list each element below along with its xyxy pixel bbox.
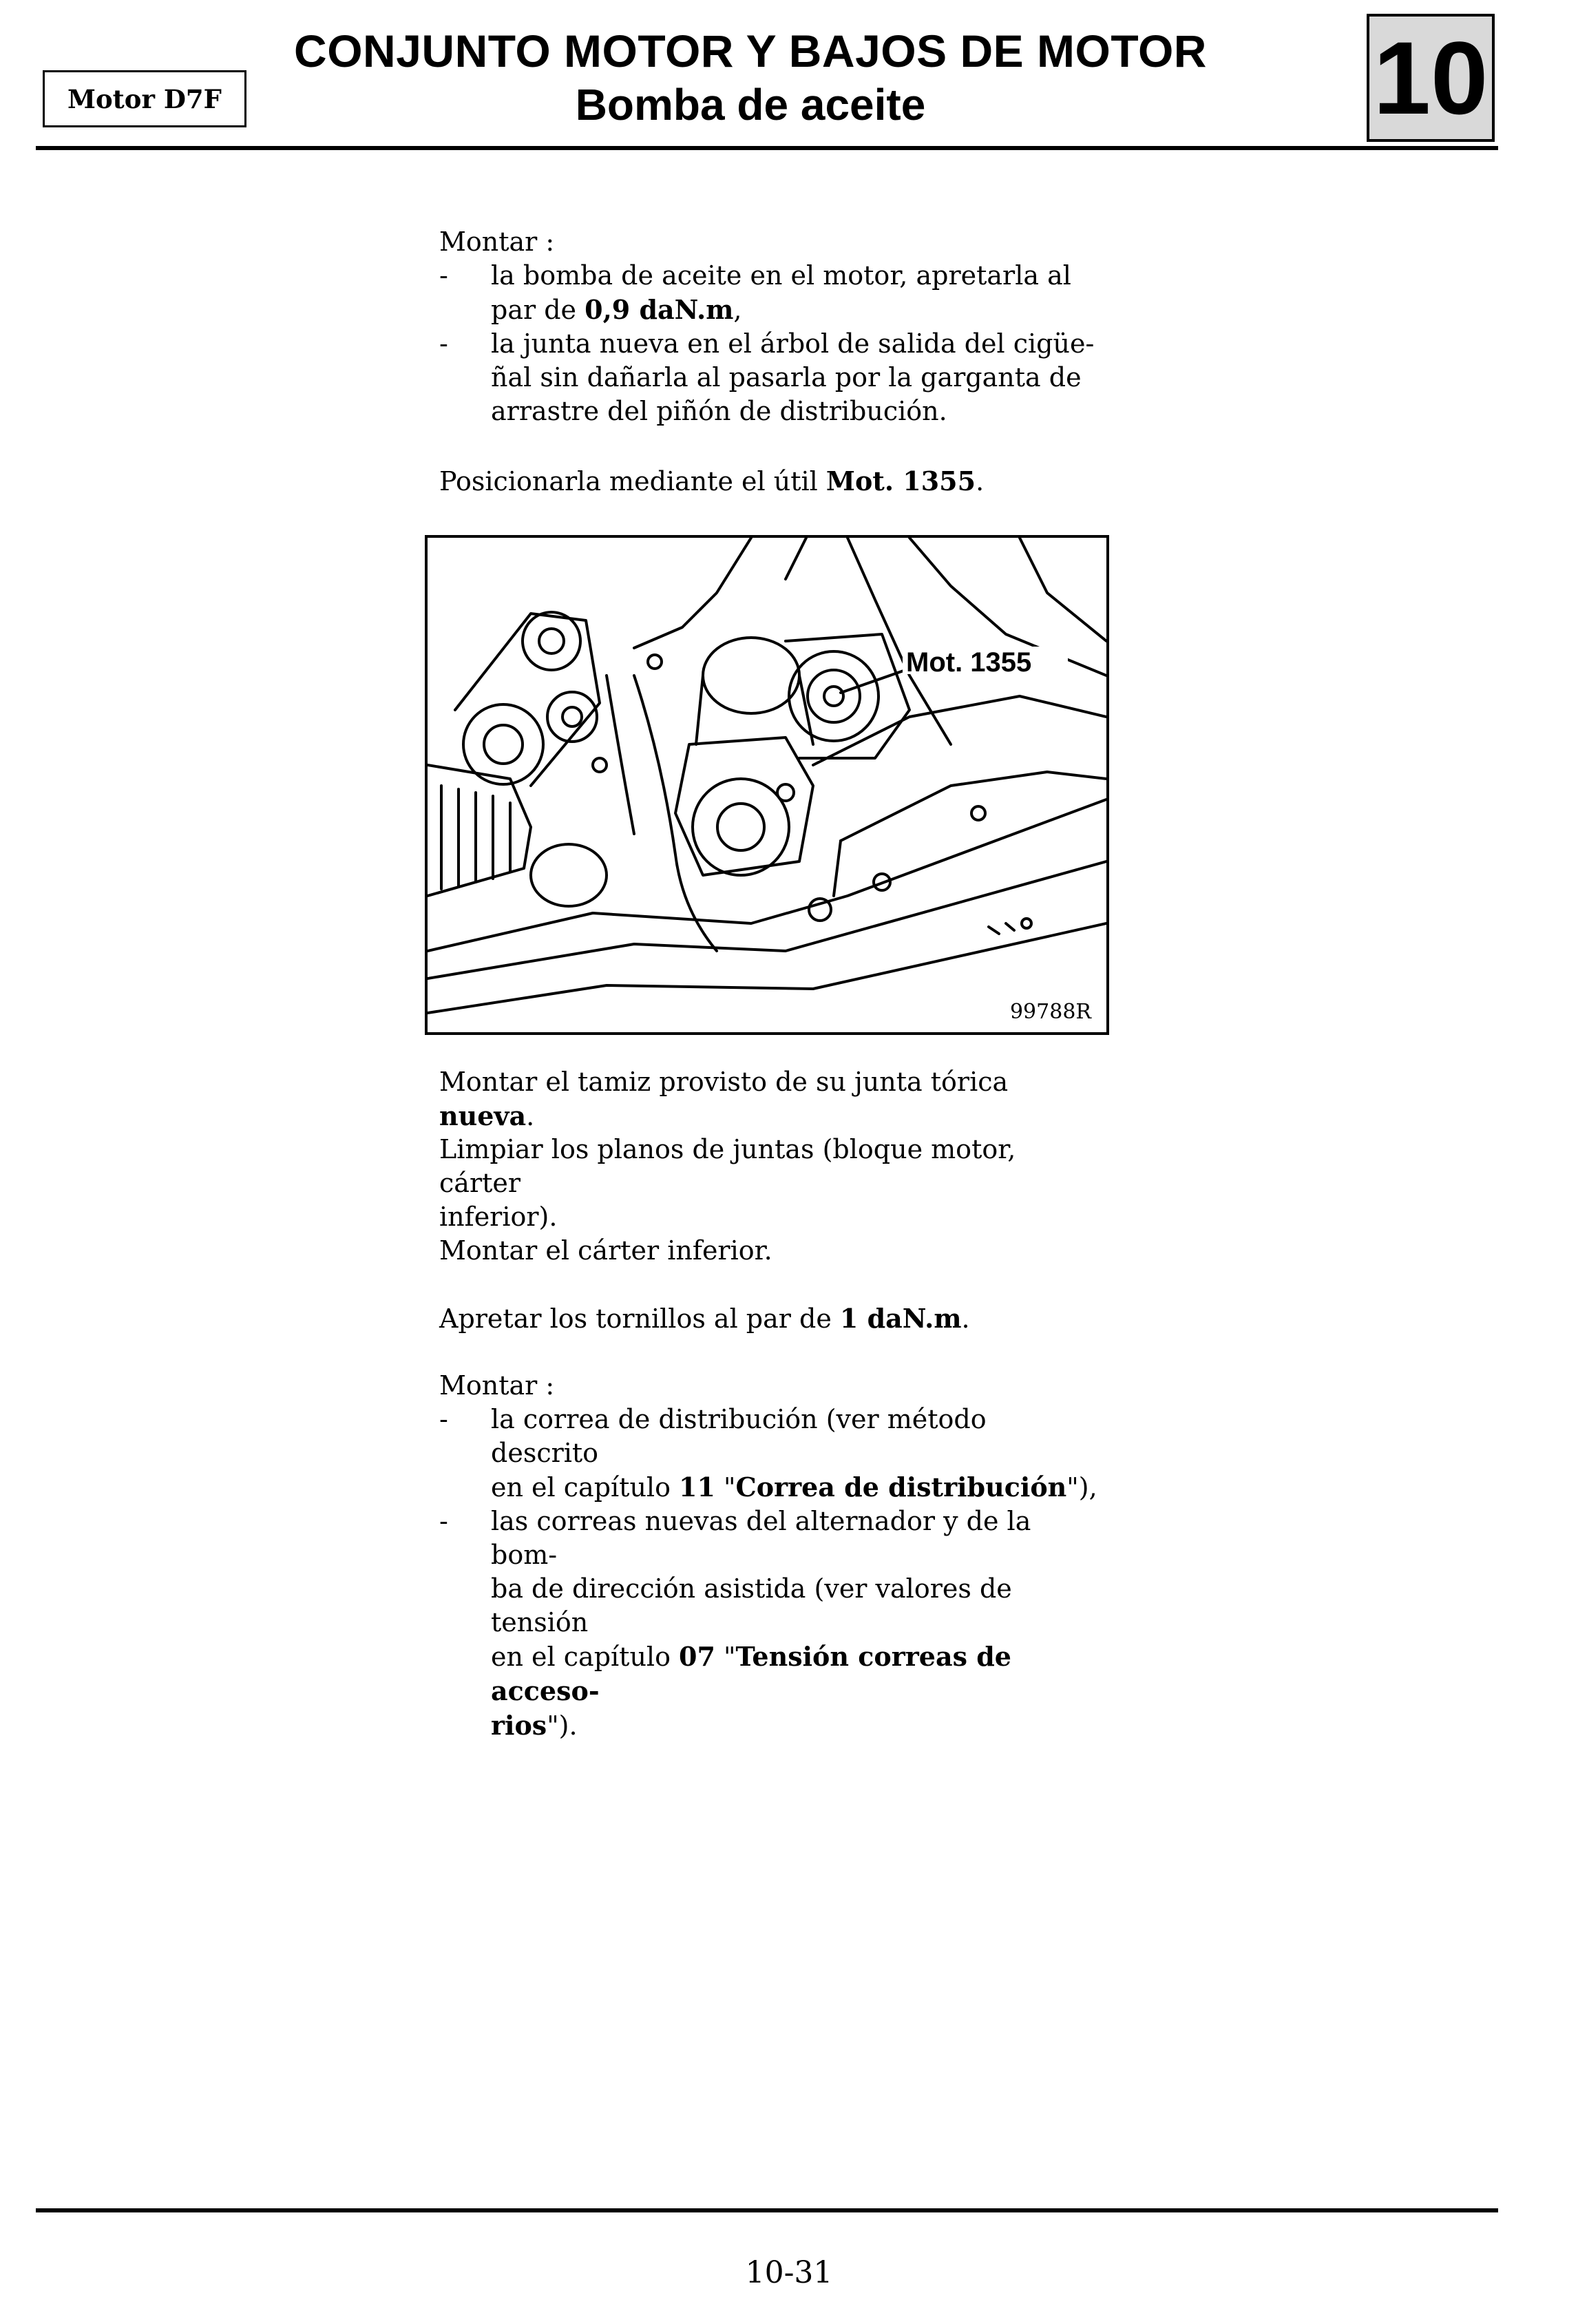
tighten-instruction — [439, 1301, 1100, 1336]
text-run: , — [733, 295, 742, 325]
text-run: . — [961, 1304, 970, 1334]
item-line: las correas nuevas del alternador y de la bom- — [491, 1506, 1031, 1570]
text-run: "). — [547, 1710, 578, 1741]
item-line — [491, 293, 1100, 327]
bullet-dash: - — [439, 260, 448, 291]
footer-rule — [36, 2208, 1498, 2212]
text-run: . — [976, 466, 985, 496]
text-line: inferior). — [439, 1202, 558, 1232]
chapter-number-box — [1367, 14, 1495, 142]
section-ref: Tensión correas de acceso- — [491, 1641, 1011, 1706]
section-ref: Correa de distribución — [735, 1472, 1067, 1503]
technical-figure — [425, 535, 1109, 1035]
text-run: par de — [491, 295, 585, 325]
torque-value: 0,9 daN.m — [585, 294, 734, 325]
chapter-number: 10 — [1373, 19, 1488, 136]
bullet-dash: - — [439, 328, 448, 359]
mount-intro-2: Montar : — [439, 1370, 555, 1401]
text-run: en el capítulo — [491, 1642, 680, 1672]
bullet-dash: - — [439, 1404, 448, 1434]
tool-reference: Mot. 1355 — [825, 465, 976, 496]
header-rule — [36, 146, 1498, 150]
list-item — [439, 1505, 1100, 1743]
chapter-ref: 11 — [679, 1472, 715, 1503]
text-run: Apretar los tornillos al par de — [439, 1304, 840, 1334]
page-number: 10-31 — [745, 2255, 833, 2290]
figure-callout: Mot. 1355 — [906, 647, 1032, 678]
text-run: . — [526, 1101, 535, 1131]
section-title: Bomba de aceite — [575, 80, 926, 129]
mount-block-2 — [439, 1369, 1100, 1743]
text-run: Posicionarla mediante el útil — [439, 466, 826, 496]
item-line — [491, 1470, 1100, 1505]
item-line: ñal sin dañarla al pasarla por la garganta de — [491, 362, 1082, 392]
position-instruction — [439, 464, 1100, 499]
engine-label — [43, 70, 246, 127]
item-line: la junta nueva en el árbol de salida del cigüe- — [491, 328, 1095, 359]
chapter-title: CONJUNTO MOTOR Y BAJOS DE MOTOR — [294, 25, 1207, 76]
item-line: ba de dirección asistida (ver valores de tensión — [491, 1573, 1012, 1637]
mount-intro-1: Montar : — [439, 227, 555, 257]
text-run: en el capítulo — [491, 1472, 680, 1503]
section-ref: rios — [491, 1710, 547, 1741]
torque-value: 1 daN.m — [839, 1303, 962, 1334]
bullet-dash: - — [439, 1506, 448, 1536]
item-line — [491, 1708, 1100, 1743]
oil-pan-instruction: Montar el cárter inferior. — [439, 1235, 772, 1266]
clean-instruction — [439, 1133, 1100, 1234]
list-item — [439, 327, 1100, 428]
item-line — [491, 1640, 1100, 1708]
text-line: Limpiar los planos de juntas (bloque motor, cárter — [439, 1134, 1016, 1198]
item-line: la correa de distribución (ver método descrito — [491, 1404, 987, 1468]
text-run: "), — [1066, 1472, 1097, 1503]
text-run: " — [715, 1472, 736, 1503]
mount-block-1 — [439, 225, 1100, 428]
item-line: la bomba de aceite en el motor, apretarla al — [491, 260, 1071, 291]
figure-reference: 99788R — [1009, 1000, 1091, 1024]
sieve-instruction — [439, 1065, 1100, 1133]
list-item — [439, 1403, 1100, 1505]
text-run: Montar el tamiz provisto de su junta tórica — [439, 1067, 1009, 1097]
engine-label-text: Motor D7F — [67, 83, 222, 114]
list-item — [439, 259, 1100, 327]
text-run: " — [715, 1642, 736, 1672]
chapter-ref: 07 — [679, 1641, 715, 1672]
item-line: arrastre del piñón de distribución. — [491, 396, 947, 426]
engine-illustration — [428, 538, 1106, 1032]
emphasis-new: nueva — [439, 1100, 527, 1131]
